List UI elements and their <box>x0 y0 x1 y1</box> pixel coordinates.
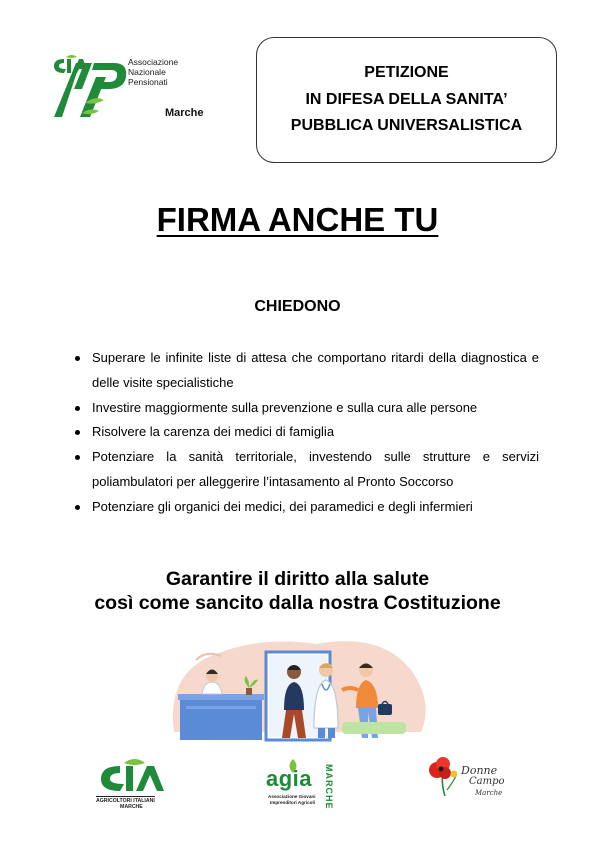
agia-line-1: Associazione Giovani <box>268 794 316 799</box>
agia-footer-logo <box>262 758 342 814</box>
poppy-icon <box>425 756 459 796</box>
donne-line-2: Campo <box>469 776 505 787</box>
headline-text: FIRMA ANCHE TU <box>156 201 439 238</box>
cia-footer-logo <box>92 758 172 816</box>
slogan-line-2: così come sancito dalla nostra Costituzione <box>94 592 501 614</box>
cia-footer-line-2: MARCHE <box>120 804 143 810</box>
requests-heading: CHIEDONO <box>254 298 341 315</box>
donne-in-campo-footer-logo <box>425 752 507 814</box>
donne-line-3: Marche <box>475 789 503 797</box>
agia-mark: agia <box>266 766 313 791</box>
anp-name <box>128 57 178 87</box>
anp-logo <box>52 55 222 125</box>
anp-name-line-2: Nazionale <box>128 67 166 77</box>
request-item: Risolvere la carenza dei medici di famiglia <box>74 420 539 445</box>
request-item: Investire maggiormente sulla prevenzione e sulla cura alle persone <box>74 396 539 421</box>
anp-name-line-3: Pensionati <box>128 77 168 87</box>
agia-region-vertical: MARCHE <box>324 764 334 810</box>
cia-footer-line-1: AGRICOLTORI ITALIANI <box>96 798 155 804</box>
cia-logo-icon <box>98 758 166 794</box>
donne-line-1: Donne <box>461 764 498 777</box>
anp-region-label: Marche <box>165 107 204 119</box>
clinic-reception-illustration <box>166 632 430 744</box>
petition-line-1: PETIZIONE <box>364 64 449 82</box>
slogan <box>0 567 595 615</box>
anp-name-line-1: Associazione <box>128 57 179 67</box>
petition-line-2: IN DIFESA DELLA SANITA’ <box>305 90 508 108</box>
request-item: Superare le infinite liste di attesa che comportano ritardi della diagnostica e delle visite specialistiche <box>74 346 539 396</box>
petition-title-box <box>256 37 557 163</box>
request-item: Potenziare la sanità territoriale, investendo sulle strutture e servizi poliambulatori per alleggerire l’intasamento al Pronto Soccorso <box>74 445 539 495</box>
headline <box>0 201 595 239</box>
cia-logo-icon <box>52 55 88 75</box>
requests-list <box>74 346 539 520</box>
petition-line-3: PUBBLICA UNIVERSALISTICA <box>290 117 523 135</box>
slogan-line-1: Garantire il diritto alla salute <box>165 568 430 590</box>
agia-line-2: Imprenditori Agricoli <box>270 800 316 805</box>
request-item: Potenziare gli organici dei medici, dei paramedici e degli infermieri <box>74 495 539 520</box>
